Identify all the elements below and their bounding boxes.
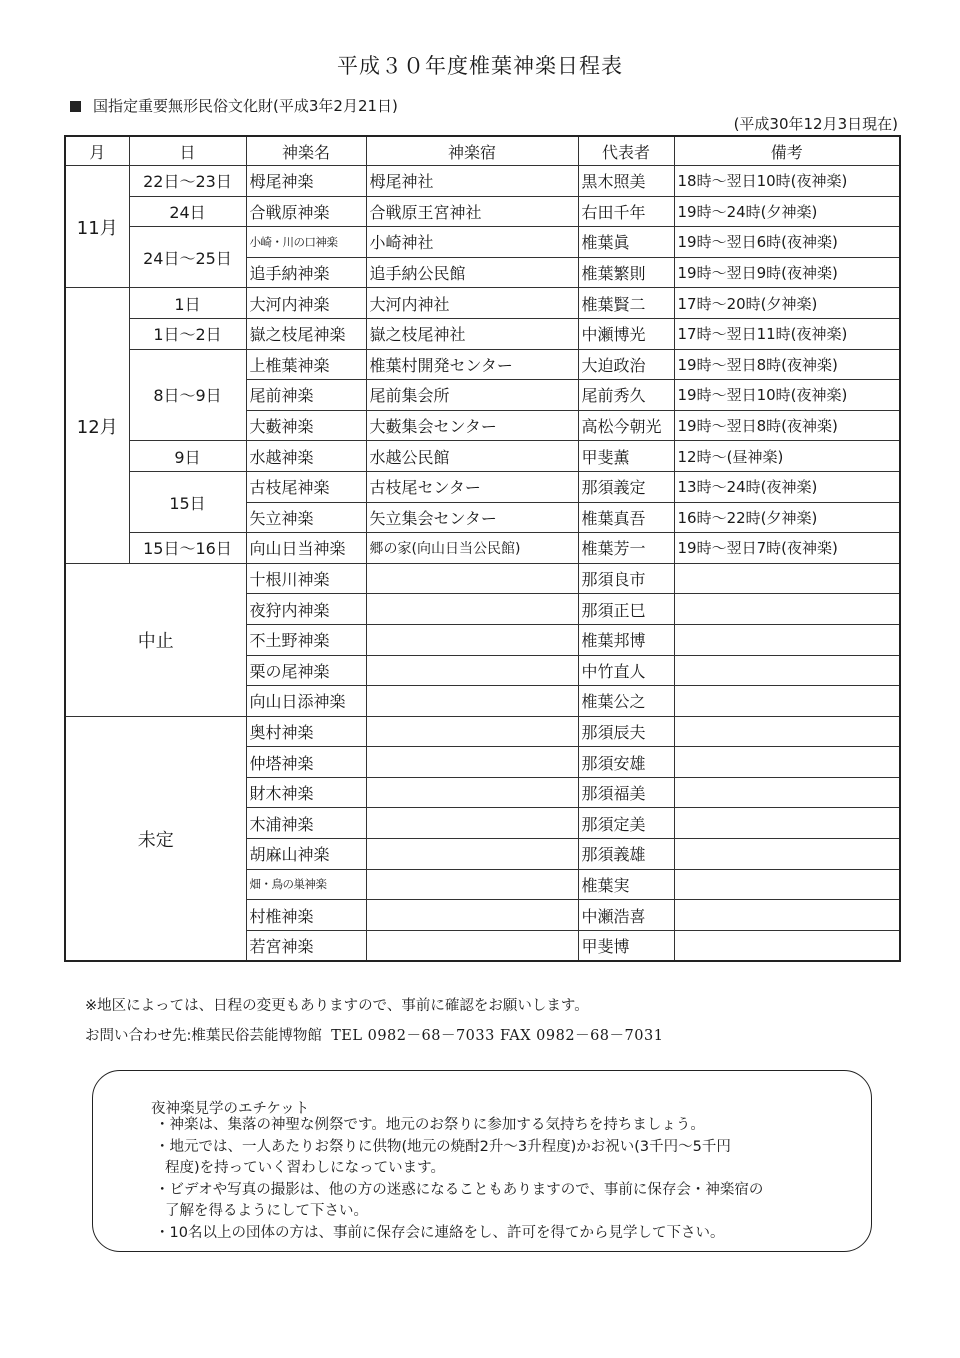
- notes-cell: 19時～翌日8時(夜神楽): [674, 410, 900, 441]
- table-row: [65, 471, 900, 502]
- venue-cell: 椎葉村開発センター: [366, 349, 578, 380]
- notes-cell: 13時～24時(夜神楽): [674, 471, 900, 502]
- representative-cell: 那須正巳: [578, 594, 674, 625]
- notes-cell: [674, 624, 900, 655]
- month-cell: 11月: [65, 166, 129, 288]
- representative-cell: 甲斐博: [578, 930, 674, 961]
- table-row: [65, 563, 900, 594]
- venue-cell: 郷の家(向山日当公民館): [366, 533, 578, 564]
- representative-cell: 椎葉邦博: [578, 624, 674, 655]
- representative-cell: 那須義定: [578, 471, 674, 502]
- representative-cell: 椎葉賢二: [578, 288, 674, 319]
- table-row: [65, 227, 900, 258]
- etiquette-line: 程度)を持っていく習わしになっています。: [165, 1160, 445, 1176]
- header-kagura-name: 神楽名: [246, 136, 366, 166]
- kagura-name-cell: 仲塔神楽: [246, 747, 366, 778]
- table-row: [65, 166, 900, 197]
- etiquette-line: ・神楽は、集落の神聖な例祭です。地元のお祭りに参加する気持ちを持ちましょう。: [155, 1117, 705, 1133]
- representative-cell: 右田千年: [578, 196, 674, 227]
- notes-cell: 19時～翌日9時(夜神楽): [674, 257, 900, 288]
- representative-cell: 椎葉実: [578, 869, 674, 900]
- notes-cell: [674, 869, 900, 900]
- header-date: 日: [129, 136, 246, 166]
- subtitle: [70, 95, 398, 116]
- date-cell: 22日～23日: [129, 166, 246, 197]
- kagura-name-cell: 夜狩内神楽: [246, 594, 366, 625]
- kagura-name-cell: 十根川神楽: [246, 563, 366, 594]
- date-cell: 15日: [129, 471, 246, 532]
- venue-cell: [366, 563, 578, 594]
- etiquette-line: ・地元では、一人あたりお祭りに供物(地元の焼酎2升～3升程度)かお祝い(3千円～5千円: [155, 1138, 731, 1155]
- representative-cell: 那須義雄: [578, 839, 674, 870]
- representative-cell: 那須安雄: [578, 747, 674, 778]
- venue-cell: [366, 655, 578, 686]
- table-row: [65, 533, 900, 564]
- representative-cell: 椎葉芳一: [578, 533, 674, 564]
- kagura-name-cell: 向山日添神楽: [246, 686, 366, 717]
- kagura-name-cell: 大河内神楽: [246, 288, 366, 319]
- kagura-name-cell: 栂尾神楽: [246, 166, 366, 197]
- kagura-name-cell: 合戦原神楽: [246, 196, 366, 227]
- representative-cell: 那須辰夫: [578, 716, 674, 747]
- representative-cell: 甲斐薫: [578, 441, 674, 472]
- notes-cell: 17時～20時(夕神楽): [674, 288, 900, 319]
- etiquette-item: [155, 1137, 763, 1180]
- kagura-name-cell: 追手納神楽: [246, 257, 366, 288]
- notes-cell: [674, 777, 900, 808]
- notes-cell: [674, 563, 900, 594]
- etiquette-item: [155, 1223, 763, 1245]
- representative-cell: 高松今朝光: [578, 410, 674, 441]
- venue-cell: 尾前集会所: [366, 380, 578, 411]
- month-cell: 12月: [65, 288, 129, 563]
- notes-cell: 19時～24時(夕神楽): [674, 196, 900, 227]
- notes-cell: [674, 839, 900, 870]
- header-month: 月: [65, 136, 129, 166]
- representative-cell: 黒木照美: [578, 166, 674, 197]
- kagura-name-cell: 畑・鳥の巣神楽: [246, 869, 366, 900]
- representative-cell: 那須良市: [578, 563, 674, 594]
- as-of-date: (平成30年12月3日現在): [733, 115, 898, 133]
- representative-cell: 中瀬博光: [578, 318, 674, 349]
- etiquette-item: [155, 1180, 763, 1223]
- venue-cell: [366, 747, 578, 778]
- venue-cell: 追手納公民館: [366, 257, 578, 288]
- notes-cell: [674, 655, 900, 686]
- kagura-name-cell: 嶽之枝尾神楽: [246, 318, 366, 349]
- notes-cell: 19時～翌日10時(夜神楽): [674, 380, 900, 411]
- etiquette-item: [155, 1115, 763, 1137]
- header-venue: 神楽宿: [366, 136, 578, 166]
- representative-cell: 中竹直人: [578, 655, 674, 686]
- notes-cell: [674, 747, 900, 778]
- kagura-name-cell: 尾前神楽: [246, 380, 366, 411]
- table-row: [65, 196, 900, 227]
- venue-cell: 嶽之枝尾神社: [366, 318, 578, 349]
- page-title: 平成３０年度椎葉神楽日程表: [337, 54, 623, 78]
- footnote: ※地区によっては、日程の変更もありますので、事前に確認をお願いします。: [85, 998, 589, 1014]
- schedule-table: [64, 135, 901, 962]
- notes-cell: 17時～翌日11時(夜神楽): [674, 318, 900, 349]
- representative-cell: 那須福美: [578, 777, 674, 808]
- representative-cell: 椎葉眞: [578, 227, 674, 258]
- table-row: [65, 349, 900, 380]
- venue-cell: [366, 624, 578, 655]
- kagura-name-cell: 矢立神楽: [246, 502, 366, 533]
- venue-cell: 古枝尾センター: [366, 471, 578, 502]
- notes-cell: 19時～翌日6時(夜神楽): [674, 227, 900, 258]
- table-header-row: [65, 136, 900, 166]
- venue-cell: [366, 716, 578, 747]
- kagura-name-cell: 不土野神楽: [246, 624, 366, 655]
- notes-cell: 19時～翌日7時(夜神楽): [674, 533, 900, 564]
- date-cell: 8日～9日: [129, 349, 246, 441]
- contact-info: [85, 1024, 663, 1045]
- venue-cell: 合戦原王宮神社: [366, 196, 578, 227]
- kagura-name-cell: 奥村神楽: [246, 716, 366, 747]
- date-cell: 15日～16日: [129, 533, 246, 564]
- etiquette-line: ・10名以上の団体の方は、事前に保存会に連絡をし、許可を得てから見学して下さい。: [155, 1224, 725, 1241]
- kagura-name-cell: 胡麻山神楽: [246, 839, 366, 870]
- etiquette-line: ・ビデオや写真の撮影は、他の方の迷惑になることもありますので、事前に保存会・神楽宿の: [155, 1181, 764, 1198]
- kagura-name-cell: 小崎・川の口神楽: [246, 227, 366, 258]
- venue-cell: 栂尾神社: [366, 166, 578, 197]
- etiquette-line: 了解を得るようにして下さい。: [165, 1203, 368, 1219]
- table-row: [65, 716, 900, 747]
- etiquette-box: [92, 1070, 872, 1252]
- notes-cell: [674, 594, 900, 625]
- venue-cell: 矢立集会センター: [366, 502, 578, 533]
- representative-cell: 椎葉繁則: [578, 257, 674, 288]
- contact-label: お問い合わせ先:椎葉民俗芸能博物館: [85, 1028, 322, 1044]
- notes-cell: [674, 686, 900, 717]
- kagura-name-cell: 古枝尾神楽: [246, 471, 366, 502]
- representative-cell: 大迫政治: [578, 349, 674, 380]
- venue-cell: [366, 594, 578, 625]
- notes-cell: 19時～翌日8時(夜神楽): [674, 349, 900, 380]
- venue-cell: [366, 900, 578, 931]
- representative-cell: 尾前秀久: [578, 380, 674, 411]
- date-cell: 9日: [129, 441, 246, 472]
- subtitle-text: 国指定重要無形民俗文化財(平成3年2月21日): [93, 97, 398, 115]
- venue-cell: 水越公民館: [366, 441, 578, 472]
- venue-cell: [366, 930, 578, 961]
- venue-cell: [366, 839, 578, 870]
- contact-phone-fax: TEL 0982－68－7033 FAX 0982－68－7031: [331, 1028, 664, 1044]
- representative-cell: 椎葉公之: [578, 686, 674, 717]
- notes-cell: 18時～翌日10時(夜神楽): [674, 166, 900, 197]
- kagura-name-cell: 水越神楽: [246, 441, 366, 472]
- kagura-name-cell: 大藪神楽: [246, 410, 366, 441]
- date-cell: 1日～2日: [129, 318, 246, 349]
- month-cell: 中止: [65, 563, 246, 716]
- venue-cell: 小崎神社: [366, 227, 578, 258]
- kagura-name-cell: 向山日当神楽: [246, 533, 366, 564]
- etiquette-list: [155, 1115, 763, 1244]
- notes-cell: [674, 716, 900, 747]
- square-bullet-icon: [70, 101, 81, 112]
- notes-cell: [674, 930, 900, 961]
- kagura-name-cell: 木浦神楽: [246, 808, 366, 839]
- header-representative: 代表者: [578, 136, 674, 166]
- venue-cell: [366, 686, 578, 717]
- kagura-name-cell: 栗の尾神楽: [246, 655, 366, 686]
- table-row: [65, 288, 900, 319]
- etiquette-heading: 夜神楽見学のエチケット: [151, 1101, 310, 1117]
- notes-cell: 12時～(昼神楽): [674, 441, 900, 472]
- date-cell: 24日: [129, 196, 246, 227]
- notes-cell: [674, 900, 900, 931]
- date-cell: 1日: [129, 288, 246, 319]
- venue-cell: [366, 869, 578, 900]
- kagura-name-cell: 村椎神楽: [246, 900, 366, 931]
- kagura-name-cell: 上椎葉神楽: [246, 349, 366, 380]
- representative-cell: 中瀬浩喜: [578, 900, 674, 931]
- month-cell: 未定: [65, 716, 246, 961]
- venue-cell: [366, 777, 578, 808]
- venue-cell: 大河内神社: [366, 288, 578, 319]
- date-cell: 24日～25日: [129, 227, 246, 288]
- representative-cell: 椎葉真吾: [578, 502, 674, 533]
- table-row: [65, 441, 900, 472]
- notes-cell: 16時～22時(夕神楽): [674, 502, 900, 533]
- kagura-name-cell: 若宮神楽: [246, 930, 366, 961]
- notes-cell: [674, 808, 900, 839]
- table-row: [65, 318, 900, 349]
- representative-cell: 那須定美: [578, 808, 674, 839]
- venue-cell: [366, 808, 578, 839]
- venue-cell: 大藪集会センター: [366, 410, 578, 441]
- kagura-name-cell: 財木神楽: [246, 777, 366, 808]
- header-notes: 備考: [674, 136, 900, 166]
